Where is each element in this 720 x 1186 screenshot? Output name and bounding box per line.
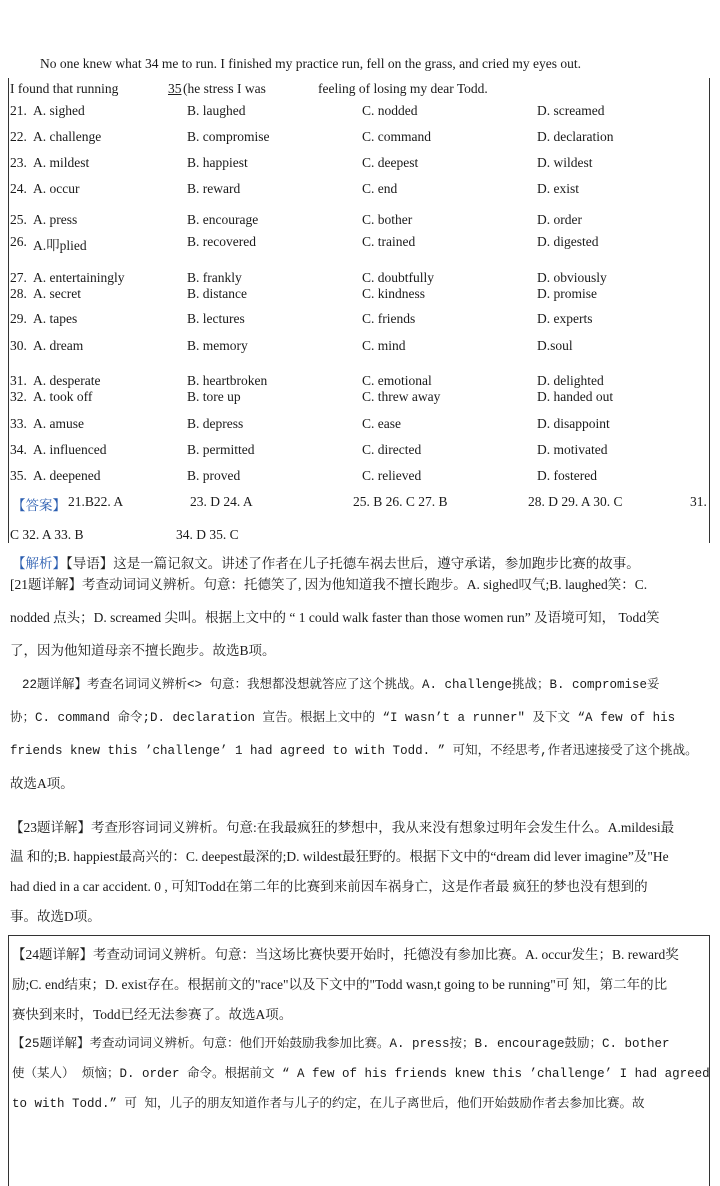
option-b: B. depress [187, 416, 244, 431]
answer-part-5: 31. [690, 494, 707, 509]
option-c: C. relieved [362, 468, 422, 483]
option-c: C. doubtfully [362, 270, 435, 285]
question-number: 29. [10, 311, 27, 326]
passage-line-1: No one knew what 34 me to run. I finished my practice run, fell on the grass, and cried my eyes out. [40, 56, 581, 71]
option-d: D. obviously [537, 270, 607, 285]
option-c: C. bother [362, 212, 413, 227]
option-b: B. tore up [187, 389, 241, 404]
answer-part-1: 21.B22. A [68, 494, 124, 509]
option-c: C. emotional [362, 373, 432, 388]
q24-explain-line-2: 励;C. end结束；D. exist存在。根据前文的"race"以及下文中的"Todd wasn,t going to be running"可 知，第二年的比 [12, 977, 668, 992]
option-d: D. digested [537, 234, 599, 249]
answer-tag: 【答案】 [12, 498, 66, 513]
answer-part-2: 23. D 24. A [190, 494, 253, 509]
option-d: D. motivated [537, 442, 608, 457]
question-number: 33. [10, 416, 27, 431]
question-number: 21. [10, 103, 27, 118]
question-number: 22. [10, 129, 27, 144]
question-number: 25. [10, 212, 27, 227]
option-c: C. deepest [362, 155, 419, 170]
option-a: A. entertainingly [33, 270, 125, 285]
question-number: 30. [10, 338, 27, 353]
q23-explain-line-4: 事。故选D项。 [10, 909, 101, 924]
option-b: B. reward [187, 181, 241, 196]
option-a: A. challenge [33, 129, 102, 144]
box-left-border [8, 935, 9, 1186]
box-top-border [8, 935, 710, 936]
passage-line-2b: (he stress I was [183, 81, 266, 96]
answer-row2-b: 34. D 35. C [176, 527, 239, 542]
blank-35: 35 [168, 81, 182, 96]
passage-line-2a: I found that running [10, 81, 119, 96]
q21-explain-line-3: 了，因为他知道母亲不擅长跑步。故选B项。 [10, 643, 276, 658]
question-number: 24. [10, 181, 27, 196]
answer-part-4: 28. D 29. A 30. C [528, 494, 623, 509]
option-d: D. promise [537, 286, 597, 301]
option-a: A.叩plied [33, 238, 87, 253]
option-d: D.soul [537, 338, 573, 353]
option-a: A. amuse [33, 416, 84, 431]
q22-explain-line-3: friends knew this ’challenge’ 1 had agreed to with Todd. ” 可知，不经思考,作者迅速接受了这个挑战。 [10, 744, 698, 758]
option-a: A. tapes [33, 311, 78, 326]
q23-explain-line-1: 【23题详解】考查形容词词义辨析。句意:在我最疯狂的梦想中，我从来没有想象过明年会发生什么。A.mildesi最 [10, 820, 675, 835]
option-a: A. desperate [33, 373, 101, 388]
q24-explain-line-3: 赛快到来时，Todd已经无法参赛了。故选A项。 [12, 1007, 293, 1022]
option-d: D. declaration [537, 129, 614, 144]
option-d: D. order [537, 212, 582, 227]
option-b: B. compromise [187, 129, 270, 144]
option-c: C. trained [362, 234, 416, 249]
question-number: 31. [10, 373, 27, 388]
option-b: B. encourage [187, 212, 259, 227]
option-a: A. press [33, 212, 78, 227]
question-number: 27. [10, 270, 27, 285]
option-c: C. kindness [362, 286, 426, 301]
option-a: A. dream [33, 338, 84, 353]
option-b: B. frankly [187, 270, 242, 285]
option-b: B. distance [187, 286, 247, 301]
option-c: C. directed [362, 442, 422, 457]
option-c: C. friends [362, 311, 416, 326]
option-d: D. exist [537, 181, 579, 196]
option-b: B. proved [187, 468, 241, 483]
option-b: B. recovered [187, 234, 256, 249]
option-b: B. lectures [187, 311, 245, 326]
question-number: 26. [10, 234, 27, 249]
q25-explain-line-2: 使（某人） 烦恼；D. order 命令。根据前文 “ A few of his friends knew this ’challenge’ I had agreed [12, 1067, 710, 1081]
option-a: A. deepened [33, 468, 101, 483]
option-c: C. threw away [362, 389, 441, 404]
option-b: B. happiest [187, 155, 248, 170]
analysis-intro: 【导语】这是一篇记叙文。讲述了作者在儿子托德车祸去世后，遵守承诺，参加跑步比赛的故事。 [66, 556, 640, 571]
q24-explain-line-1: 【24题详解】考查动词词义辨析。句意：当这场比赛快要开始时，托德没有参加比赛。A. occur发生；B. reward奖 [12, 947, 679, 962]
option-d: D. screamed [537, 103, 605, 118]
q22-explain-line-2: 协；C. command 命令;D. declaration 宣告。根据上文中的 “I wasn’t a runner" 及下文 “A few of his [10, 711, 676, 725]
option-d: D. delighted [537, 373, 604, 388]
option-c: C. mind [362, 338, 406, 353]
option-c: C. command [362, 129, 431, 144]
option-a: A. secret [33, 286, 81, 301]
question-number: 35. [10, 468, 27, 483]
question-number: 23. [10, 155, 27, 170]
answer-row2-a: C 32. A 33. B [10, 527, 84, 542]
passage-line-2c: feeling of losing my dear Todd. [318, 81, 488, 96]
question-number: 28. [10, 286, 27, 301]
option-d: D. disappoint [537, 416, 610, 431]
option-d: D. experts [537, 311, 593, 326]
table-right-border [709, 78, 710, 543]
question-number: 34. [10, 442, 27, 457]
option-a: A. occur [33, 181, 80, 196]
option-a: A. sighed [33, 103, 85, 118]
q22-explain-line-1: 22题详解】考查名词词义辨析<> 句意：我想都没想就答应了这个挑战。A. challenge挑战；B. compromise妥 [22, 678, 660, 692]
option-c: C. nodded [362, 103, 418, 118]
q21-explain-line-2: nodded 点头；D. screamed 尖叫。根据上文中的 “ 1 could walk faster than those women run” 及语境可知， Todd笑 [10, 610, 660, 625]
option-d: D. wildest [537, 155, 593, 170]
question-number: 32. [10, 389, 27, 404]
q23-explain-line-3: had died in a car accident. 0 , 可知Todd在第二年的比赛到来前因车祸身亡，这是作者最 疯狂的梦也没有想到的 [10, 879, 648, 894]
table-left-border [8, 78, 9, 543]
option-c: C. ease [362, 416, 401, 431]
q22-explain-line-4: 故选A项。 [10, 776, 74, 791]
option-b: B. heartbroken [187, 373, 268, 388]
option-a: A. influenced [33, 442, 107, 457]
q21-explain-line-1: [21题详解】考查动词词义辨析。句意：托德笑了, 因为他知道我不擅长跑步。A. sighed叹气;B. laughed笑：C. [10, 577, 648, 592]
option-b: B. memory [187, 338, 248, 353]
option-b: B. permitted [187, 442, 255, 457]
option-b: B. laughed [187, 103, 246, 118]
option-d: D. handed out [537, 389, 614, 404]
answer-part-3: 25. B 26. C 27. B [353, 494, 448, 509]
option-d: D. fostered [537, 468, 597, 483]
box-right-border [709, 935, 710, 1186]
q25-explain-line-1: 【25题详解】考查动词词义辨析。句意：他们开始鼓励我参加比赛。A. press按；B. encourage鼓励；C. bother [12, 1037, 670, 1051]
option-c: C. end [362, 181, 398, 196]
analysis-tag: 【解析】 [12, 556, 66, 571]
q23-explain-line-2: 温 和的;B. happiest最高兴的：C. deepest最深的;D. wildest最狂野的。根据下文中的“dream did lever imagine”及"He [10, 849, 669, 864]
q25-explain-line-3: to with Todd.” 可 知，儿子的朋友知道作者与儿子的约定，在儿子离世后，他们开始鼓励作者去参加比赛。故 [12, 1097, 645, 1111]
option-a: A. took off [33, 389, 93, 404]
option-a: A. mildest [33, 155, 90, 170]
